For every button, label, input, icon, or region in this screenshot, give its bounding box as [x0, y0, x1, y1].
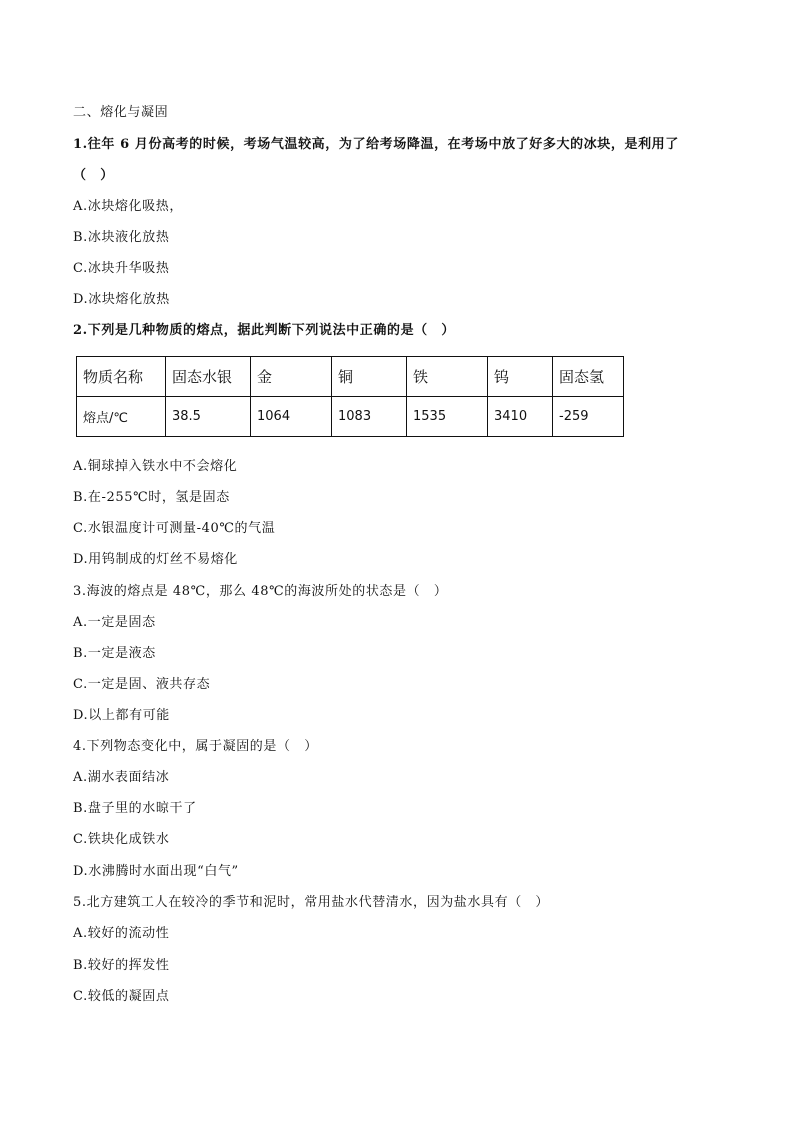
question-1-option-a: A.冰块熔化吸热，	[73, 199, 183, 214]
section-title: 二、熔化与凝固	[73, 105, 169, 120]
table-header-cell: 钨	[488, 357, 553, 397]
question-1-stem-cont: （ ）	[73, 168, 114, 183]
table-header-cell: 铜	[332, 357, 407, 397]
table-cell: 38.5	[166, 397, 251, 437]
table-header-row	[77, 357, 624, 397]
table-header-cell: 固态水银	[166, 357, 251, 397]
table-header-cell: 物质名称	[77, 357, 166, 397]
table-header-cell: 金	[251, 357, 332, 397]
question-3-option-c: C.一定是固、液共存态	[73, 677, 211, 692]
question-5-stem: 5.北方建筑工人在较冷的季节和泥时，常用盐水代替清水，因为盐水具有（ ）	[73, 895, 550, 910]
table-cell: -259	[553, 397, 624, 437]
question-3-option-b: B.一定是液态	[73, 646, 156, 661]
table-cell: 1535	[407, 397, 488, 437]
question-2-option-b: B.在-255℃时，氢是固态	[73, 490, 230, 505]
table-cell: 熔点/℃	[77, 397, 166, 437]
question-1-option-b: B.冰块液化放热	[73, 230, 170, 245]
question-4-option-b: B.盘子里的水晾干了	[73, 801, 197, 816]
table-cell: 1083	[332, 397, 407, 437]
question-1-option-c: C.冰块升华吸热	[73, 261, 170, 276]
question-5-option-c: C.较低的凝固点	[73, 989, 170, 1004]
question-5-option-a: A.较好的流动性	[73, 926, 170, 941]
question-2-stem: 2.下列是几种物质的熔点，据此判断下列说法中正确的是（ ）	[73, 323, 455, 338]
question-3-option-d: D.以上都有可能	[73, 708, 170, 723]
question-5-option-b: B.较好的挥发性	[73, 958, 170, 973]
question-4-option-a: A.湖水表面结冰	[73, 770, 170, 785]
table-header-cell: 固态氢	[553, 357, 624, 397]
question-3-option-a: A.一定是固态	[73, 615, 156, 630]
table-cell: 1064	[251, 397, 332, 437]
question-2-option-a: A.铜球掉入铁水中不会熔化	[73, 459, 238, 474]
table-row	[77, 397, 624, 437]
table-header-cell: 铁	[407, 357, 488, 397]
question-2-option-c: C.水银温度计可测量-40℃的气温	[73, 521, 276, 536]
question-1-option-d: D.冰块熔化放热	[73, 292, 170, 307]
question-1-stem: 1.往年 6 月份高考的时候，考场气温较高，为了给考场降温，在考场中放了好多大的冰块，是利用了	[73, 137, 679, 152]
melting-point-table	[76, 356, 624, 437]
question-4-option-c: C.铁块化成铁水	[73, 832, 170, 847]
question-2-option-d: D.用钨制成的灯丝不易熔化	[73, 552, 238, 567]
table-cell: 3410	[488, 397, 553, 437]
question-4-option-d: D.水沸腾时水面出现“白气”	[73, 864, 239, 879]
question-3-stem: 3.海波的熔点是 48℃，那么 48℃的海波所处的状态是（ ）	[73, 584, 448, 599]
question-4-stem: 4.下列物态变化中，属于凝固的是（ ）	[73, 739, 318, 754]
